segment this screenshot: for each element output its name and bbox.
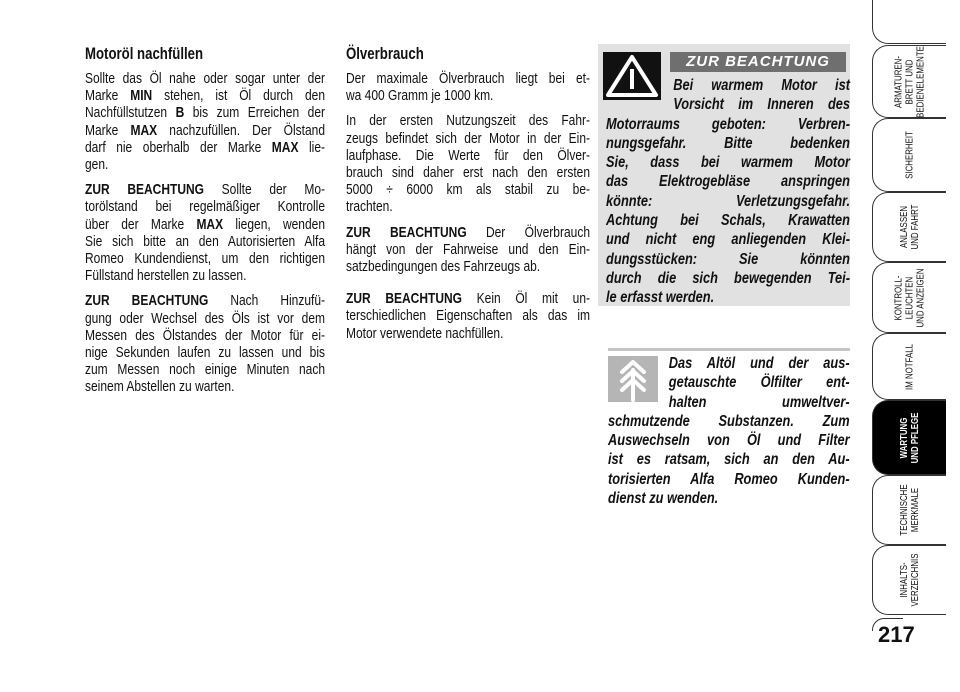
tab-label: ARMATUREN- BRETT UND BEDIENELEMENTE [892, 45, 926, 118]
text-line [346, 258, 590, 275]
text-line [346, 147, 590, 164]
text-line [85, 361, 325, 378]
text-line [85, 292, 325, 309]
text-line: Bei warmem Motor ist [673, 77, 850, 94]
text-line: dienst zu wenden. [608, 490, 719, 508]
text-line [85, 70, 325, 87]
text-line [346, 87, 590, 104]
tab-armaturen[interactable] [872, 45, 946, 118]
text-line [346, 181, 590, 198]
text-line [85, 250, 325, 267]
text-segment: Nachfüllstutzen [85, 104, 176, 122]
text-segment: trachten. [346, 198, 393, 216]
paragraph [346, 70, 590, 104]
column-oelverbrauch [346, 44, 590, 350]
text-line [85, 327, 325, 344]
tab-label: WARTUNG UND PFLEGE [897, 412, 921, 463]
bold-term: MAX [130, 121, 158, 139]
text-line: nungsgefahr. Bitte bedenken [606, 134, 850, 152]
tab-wartung[interactable] [872, 400, 946, 475]
text-line [85, 156, 325, 173]
text-line: ist es ratsam, sich an den Au- [608, 451, 850, 469]
text-segment: satzbedingungen des Fahrzeugs ab. [346, 258, 541, 276]
text-line [346, 224, 590, 241]
text-segment: 5000 ÷ 6000 km als stabil zu be- [346, 181, 590, 199]
text-segment: gen. [85, 156, 109, 174]
paragraph [85, 181, 325, 284]
text-segment: Der Ölverbrauch [466, 223, 590, 241]
page-number: 217 [878, 622, 915, 647]
text-segment: zeugs befindet sich der Motor in der Ein- [346, 129, 590, 147]
paragraph [346, 224, 590, 276]
text-segment: lie- [298, 138, 326, 156]
text-line [346, 130, 590, 147]
divider [608, 348, 850, 351]
tab-top-border [872, 0, 946, 44]
text-line [85, 233, 325, 250]
text-segment: zum Messen noch einige Minuten nach [85, 361, 325, 379]
text-segment: Marke [85, 87, 131, 105]
text-segment: wa 400 Gramm je 1000 km. [346, 87, 494, 105]
text-segment: hängt von der Fahrweise und den Ein- [346, 240, 590, 258]
tab-sicherheit[interactable] [872, 118, 946, 192]
bold-term: B [175, 104, 185, 122]
text-line: Sie, dass bei warmem Motor [606, 154, 850, 172]
paragraph [346, 290, 590, 342]
tab-label: ANLASSEN UND FAHRT [897, 204, 921, 250]
text-line: das Elektrogebläse anspringen [606, 173, 850, 191]
text-line: und nicht eng anliegenden Klei- [606, 231, 850, 249]
tab-label: KONTROLL- LEUCHTEN UND ANZEIGEN [892, 267, 926, 328]
text-line [85, 181, 325, 198]
text-segment: Sollte das Öl nahe oder sogar unter der [85, 70, 325, 87]
text-line [346, 164, 590, 181]
text-segment: liegen, wenden [223, 215, 325, 233]
tab-label: INHALTS- VERZEICHNIS [897, 553, 921, 607]
tab-label: SICHERHEIT [903, 131, 915, 179]
text-line [346, 307, 590, 324]
text-segment: Sie sich bitte an den Autorisierten Alfa [85, 232, 325, 250]
text-line: halten umweltver- [668, 393, 850, 411]
bold-term: MAX [271, 138, 299, 156]
column-motoroel [85, 44, 325, 404]
text-line [85, 344, 325, 361]
text-line [85, 122, 325, 139]
text-segment: torölstand bei regelmäßiger Kontrolle [85, 198, 325, 216]
text-segment: seinem Abstellen zu warten. [85, 378, 235, 396]
paragraph [346, 112, 590, 215]
text-segment: über der Marke [85, 215, 197, 233]
bold-term: ZUR BEACHTUNG [85, 181, 204, 199]
text-line [85, 216, 325, 233]
text-line: Motorraums geboten: Verbren- [606, 115, 850, 133]
paragraph [85, 292, 325, 395]
text-line: Auswechseln von Öl und Filter [608, 432, 850, 450]
text-line [85, 267, 325, 284]
text-segment: Marke [85, 121, 131, 139]
bold-term: MAX [196, 215, 224, 233]
tab-imnotfall[interactable] [872, 333, 946, 400]
text-line: durch die sich bewegenden Tei- [606, 269, 850, 287]
text-segment: laufphase. Die Werte für den Ölver- [346, 146, 590, 164]
tab-anlassen[interactable] [872, 192, 946, 262]
text-line [346, 112, 590, 129]
tab-inhalts[interactable] [872, 545, 946, 615]
text-segment: nige Sekunden laufen zu lassen und bis [85, 344, 325, 362]
text-line [85, 198, 325, 215]
text-line [85, 104, 325, 121]
text-segment: Nach Hinzufü- [208, 292, 325, 310]
text-segment: Der maximale Ölverbrauch liegt bei et- [346, 70, 590, 87]
text-line [346, 290, 590, 307]
text-line [346, 70, 590, 87]
bold-term: ZUR BEACHTUNG [346, 290, 462, 308]
text-segment: brauch sind daher erst nach den ersten [346, 164, 590, 182]
paragraph [85, 70, 325, 173]
heading-motoroel-nachfuellen: Motoröl nachfüllen [85, 45, 204, 63]
tab-label: TECHNISCHE MERKMALE [897, 484, 921, 536]
text-line: getauschte Ölfilter ent- [668, 374, 850, 392]
text-line: torisierten Alfa Romeo Kunden- [608, 470, 850, 488]
text-line: Vorsicht im Inneren des [673, 96, 850, 114]
bold-term: ZUR BEACHTUNG [85, 292, 209, 310]
text-segment: terschiedlichen Eigenschaften als das im [346, 307, 590, 325]
text-line: dungsstücken: Sie könnten [606, 250, 850, 268]
text-segment: Sollte der Mo- [203, 181, 325, 199]
text-segment: Motor verwendete nachfüllen. [346, 324, 504, 342]
warning-text [606, 76, 850, 308]
text-line: le erfasst werden. [606, 289, 715, 307]
text-line [346, 325, 590, 342]
heading-oelverbrauch: Ölverbrauch [346, 45, 424, 63]
text-segment: bis zum Erreichen der [184, 104, 325, 122]
text-line [346, 241, 590, 258]
text-segment: Füllstand herstellen zu lassen. [85, 267, 247, 285]
text-segment: gung oder Wechsel des Öls ist vor dem [85, 309, 325, 327]
text-line: Achtung bei Schals, Krawatten [606, 212, 850, 230]
warning-header: ZUR BEACHTUNG [670, 52, 846, 72]
text-line: schmutzende Substanzen. Zum [608, 412, 850, 430]
tab-label: IM NOTFALL [903, 343, 915, 390]
bold-term: MIN [130, 87, 153, 105]
text-line [85, 139, 325, 156]
text-segment: Kein Öl mit un- [462, 290, 591, 308]
text-line [85, 378, 325, 395]
text-line [85, 87, 325, 104]
text-segment: stehen, ist Öl durch den [152, 87, 326, 105]
text-segment: Messen des Ölstandes der Motor für ei- [85, 326, 325, 344]
tab-kontroll[interactable] [872, 262, 946, 333]
text-line: könnte: Verletzungsgefahr. [606, 192, 850, 210]
text-line [346, 198, 590, 215]
text-segment: In der ersten Nutzungszeit des Fahr- [346, 112, 590, 130]
text-line [85, 310, 325, 327]
text-segment: darf nie oberhalb der Marke [85, 138, 272, 156]
text-line: Das Altöl und der aus- [668, 355, 850, 372]
text-segment: nachzufüllen. Der Ölstand [157, 121, 326, 139]
environment-text [608, 354, 850, 508]
text-segment: Romeo Kundendienst, um den richtigen [85, 250, 325, 268]
tab-technische[interactable] [872, 475, 946, 545]
bold-term: ZUR BEACHTUNG [346, 223, 467, 241]
